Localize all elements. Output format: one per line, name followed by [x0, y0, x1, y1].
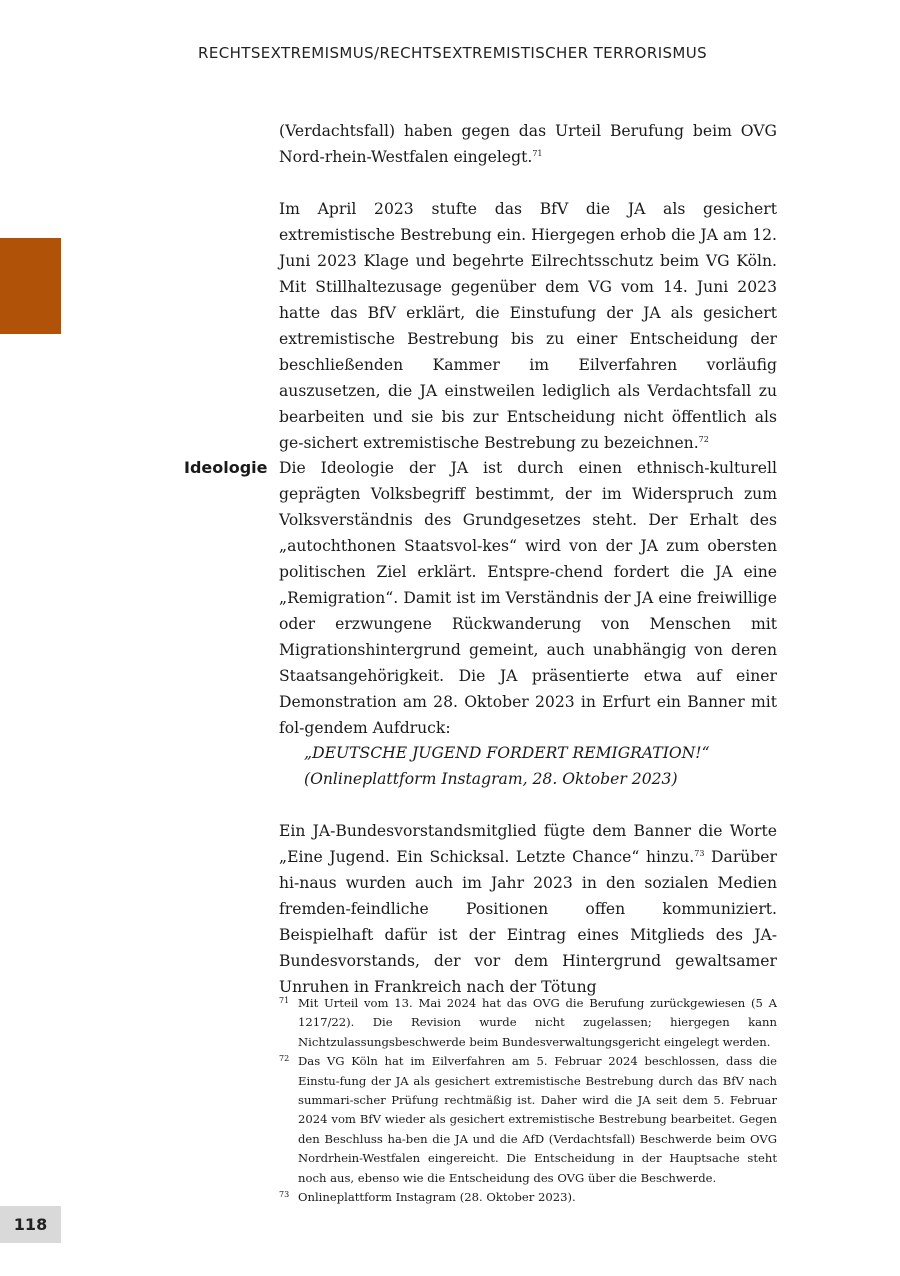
paragraph-ideology [279, 455, 777, 741]
footnotes [279, 994, 777, 1207]
paragraph-text: (Verdachtsfall) haben gegen das Urteil Berufung beim OVG Nord-rhein-Westfalen eingelegt. [279, 122, 777, 166]
footnote-72 [279, 1052, 777, 1188]
footnote-number: 71 [279, 996, 290, 1005]
footnote-ref-71[interactable]: 71 [532, 149, 543, 158]
page-number: 118 [0, 1206, 61, 1243]
footnote-text: Onlineplattform Instagram (28. Oktober 2023). [298, 1190, 576, 1205]
footnote-number: 73 [279, 1190, 290, 1200]
paragraph-text: Die Ideologie der JA ist durch einen ethnisch-kulturell geprägten Volksbegriff bestimmt, der im Widerspruch zum Volksverständnis des Grundgesetzes steht. Der Erhalt des „autochthonen Staatsvol-kes“ wird von der JA zum obersten politischen Ziel erklärt. Entspre-chend fordert die JA eine „Remigration“. Damit ist im Verständnis der JA eine freiwillige oder erzwungene Rückwanderung von Menschen mit Migrationshintergrund gemeint, auch unabhängig von deren Staatsangehörigkeit. Die JA präsentierte etwa auf einer Demonstration am 28. Oktober 2023 in Erfurt ein Banner mit fol-gendem Aufdruck: [279, 459, 777, 737]
chapter-thumb-tab [0, 238, 61, 334]
running-header: RECHTSEXTREMISMUS/RECHTSEXTREMISTISCHER TERRORISMUS [198, 44, 708, 62]
block-quote [304, 740, 774, 792]
paragraph-continuation [279, 118, 777, 170]
paragraph-text: Ein JA-Bundesvorstandsmitglied fügte dem Banner die Worte „Eine Jugend. Ein Schicksal. Letzte Chance“ hinzu. [279, 822, 777, 866]
footnote-number: 72 [279, 1054, 290, 1064]
footnote-ref-73[interactable]: 73 [694, 849, 705, 858]
footnote-text: Mit Urteil vom 13. Mai 2024 hat das OVG die Berufung zurückgewiesen (5 A 1217/22). Die Revision wurde nicht zugelassen; hiergegen kann Nichtzulassungsbeschwerde beim Bundesverwaltungsgericht eingelegt werden. [298, 996, 777, 1049]
paragraph-banner [279, 818, 777, 1000]
footnote-71 [279, 994, 777, 1052]
quote-source: (Onlineplattform Instagram, 28. Oktober 2023) [304, 770, 678, 788]
footnote-ref-72[interactable]: 72 [698, 435, 709, 444]
paragraph-text: Im April 2023 stufte das BfV die JA als gesichert extremistische Bestrebung ein. Hiergegen erhob die JA am 12. Juni 2023 Klage und begehrte Eilrechtsschutz beim VG Köln. Mit Stillhaltezusage gegenüber dem VG vom 14. Juni 2023 hatte das BfV erklärt, die Einstufung der JA als gesichert extremistische Bestrebung bis zu einer Entscheidung der beschließenden Kammer im Eilverfahren vorläufig auszusetzen, die JA einstweilen lediglich als Verdachtsfall zu bearbeiten und sie bis zur Entscheidung nicht öffentlich als ge-sichert extremistische Bestrebung zu bezeichnen. [279, 200, 777, 452]
footnote-73 [279, 1188, 777, 1207]
margin-heading-ideologie: Ideologie [184, 458, 268, 477]
quote-line: „DEUTSCHE JUGEND FORDERT REMIGRATION!“ [304, 744, 710, 762]
paragraph-bfv-classification [279, 196, 777, 456]
footnote-text: Das VG Köln hat im Eilverfahren am 5. Februar 2024 beschlossen, dass die Einstu-fung der JA als gesichert extremistische Bestrebung durch das BfV nach summari-scher Prüfung rechtmäßig ist. Daher wird die JA seit dem 5. Februar 2024 vom BfV wieder als gesichert extremistische Bestrebung bearbeitet. Gegen den Beschluss ha-ben die JA und die AfD (Verdachtsfall) Beschwerde beim OVG Nordrhein-Westfalen eingereicht. Die Entscheidung in der Hauptsache steht noch aus, ebenso wie die Entscheidung des OVG über die Beschwerde. [298, 1054, 777, 1185]
paragraph-text-continued: Darüber hi-naus wurden auch im Jahr 2023 in den sozialen Medien fremden-feindliche Positionen offen kommuniziert. Beispielhaft dafür ist der Eintrag eines Mitglieds des JA-Bundesvorstands, der vor dem Hintergrund gewaltsamer Unruhen in Frankreich nach der Tötung [279, 848, 777, 996]
